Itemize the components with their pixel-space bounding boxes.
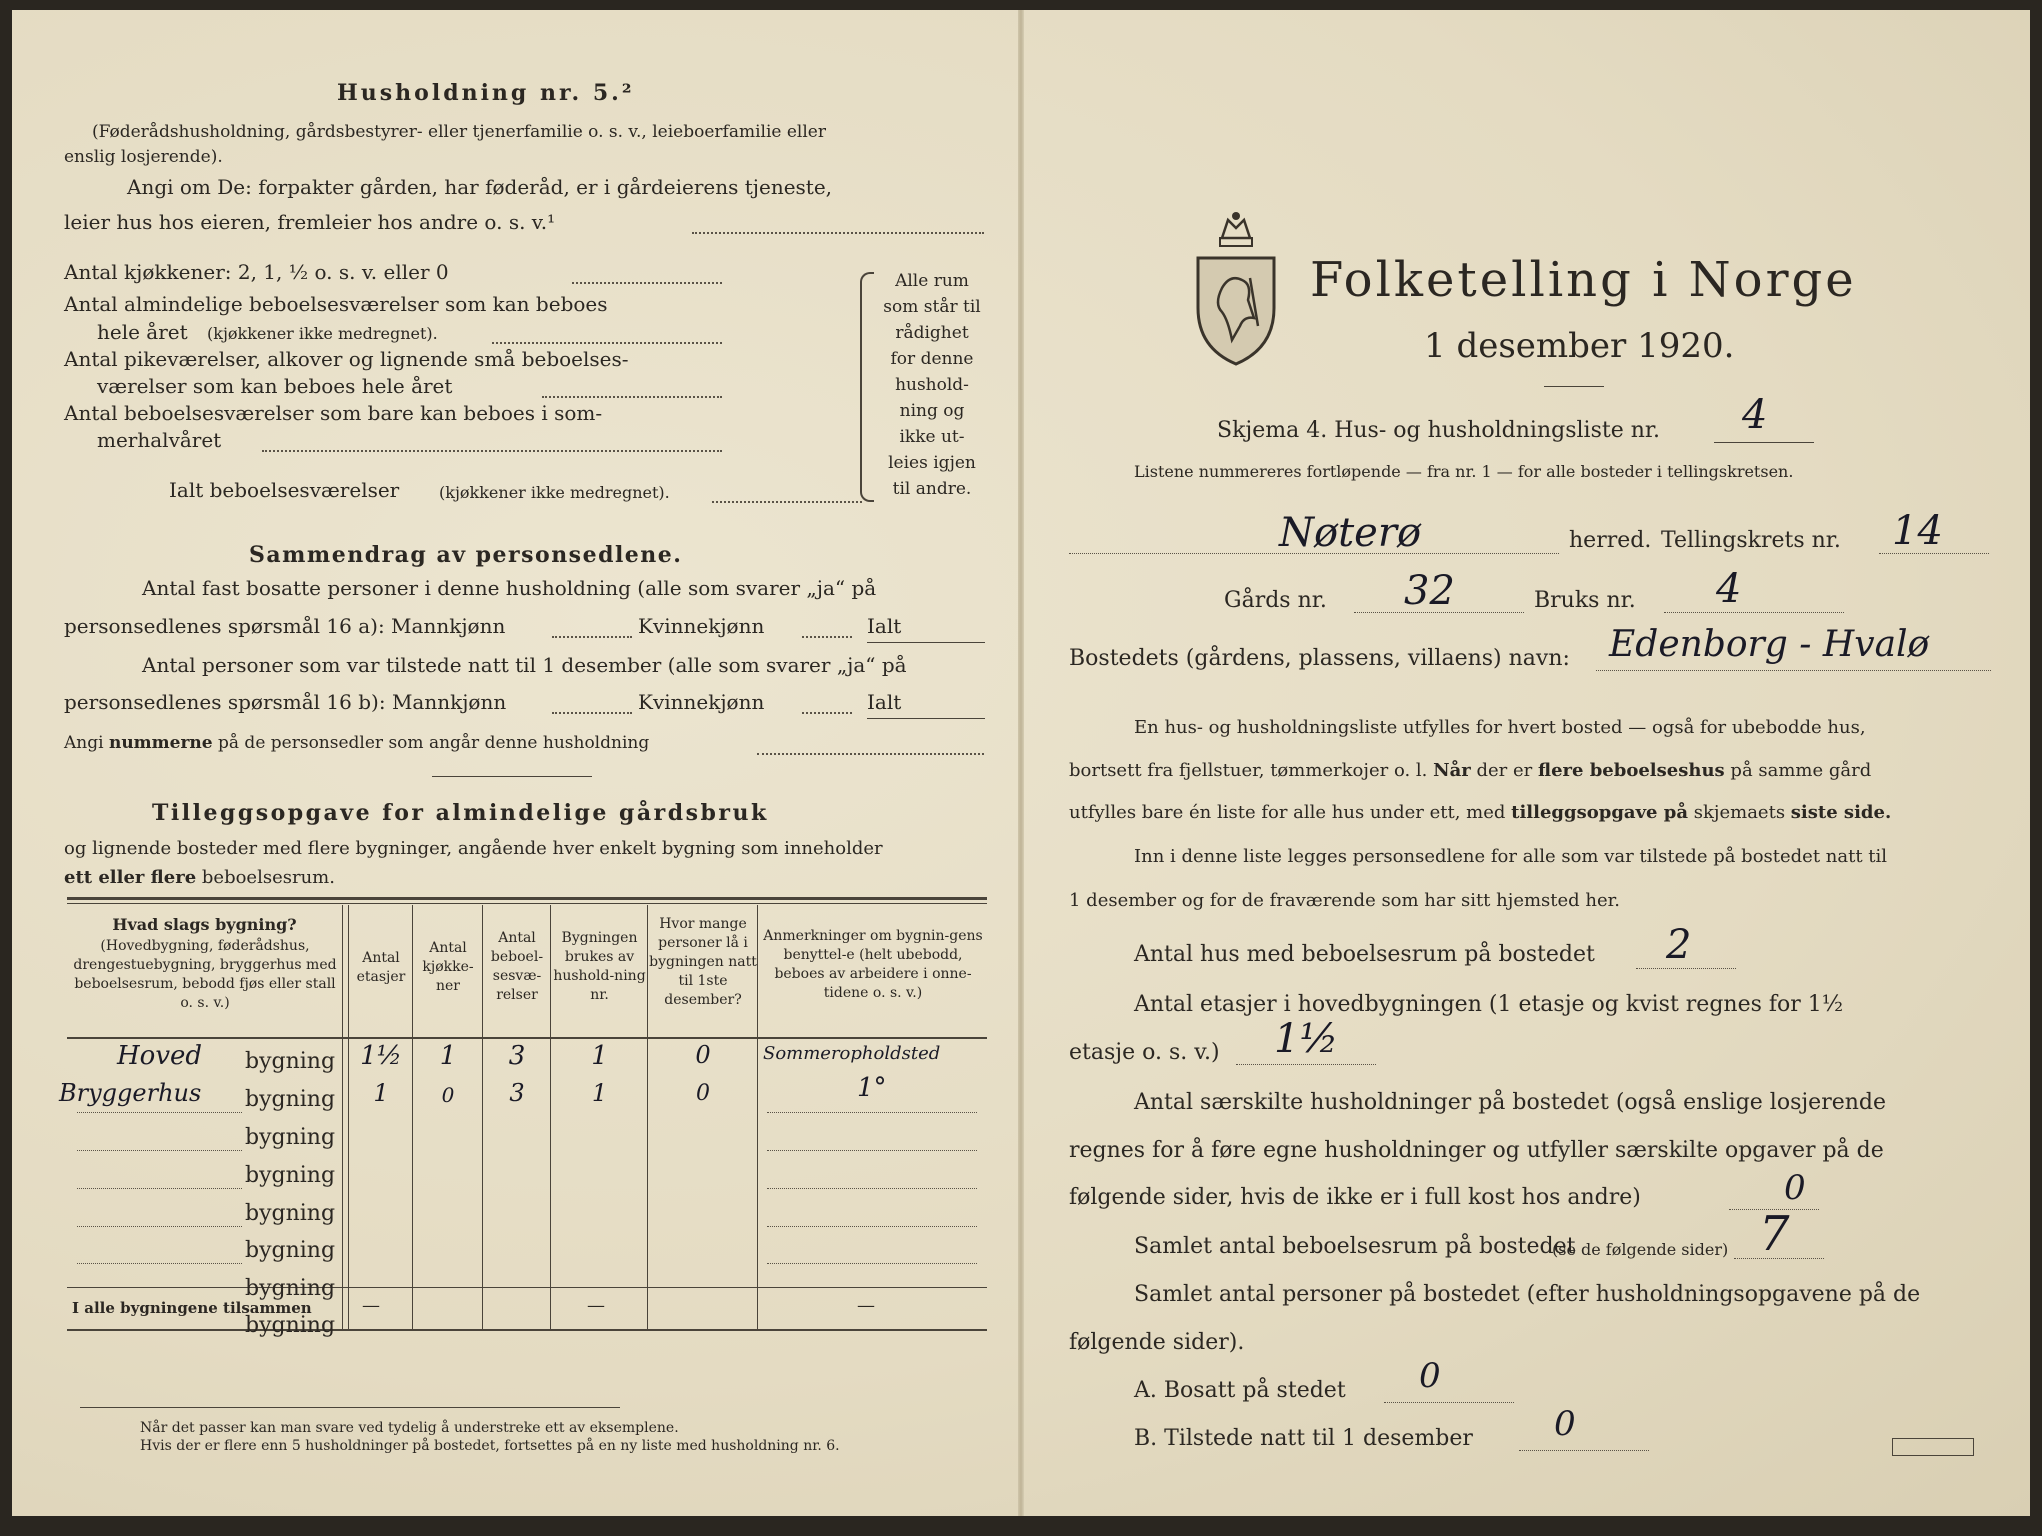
ialt-label: Ialt beboelsesværelser [169, 478, 400, 502]
row-1-name: Hoved [117, 1041, 203, 1071]
herred-label: herred. [1569, 528, 1652, 553]
gards-value: 32 [1404, 568, 1455, 614]
etasjer-line-2: etasje o. s. v.) [1069, 1040, 1220, 1065]
row-2-kjokkener: 0 [441, 1083, 455, 1107]
header-husholdning: Bygningen brukes av hushold-ning nr. [553, 930, 646, 1003]
household-subtitle-1: (Føderådshusholdning, gårdsbestyrer- eller tjenerfamilie o. s. v., leieboerfamilie eller [92, 122, 826, 142]
rum-value: 7 [1759, 1206, 1790, 1262]
summary-line-4b: Kvinnekjønn [638, 690, 765, 714]
bosted-label: Bostedets (gårdens, plassens, villaens) navn: [1069, 646, 1570, 671]
row-2-personer: 0 [696, 1081, 710, 1106]
rooms-1b: hele året [97, 320, 188, 344]
etasjer-line-1: Antal etasjer i hovedbygningen (1 etasje og kvist regnes for 1½ [1134, 992, 1844, 1017]
personer-line-2: følgende sider). [1069, 1330, 1245, 1355]
tilstede-value: 0 [1554, 1404, 1576, 1444]
rooms-3a: Antal beboelsesværelser som bare kan beboes i som- [64, 401, 603, 425]
info-2-line-1: Inn i denne liste legges personsedlene for alle som var tilstede på bostedet natt til [1134, 846, 1888, 867]
rooms-2b: værelser som kan beboes hele året [97, 374, 453, 398]
total-dash-anm: — [857, 1295, 875, 1316]
row-1-anm: Sommeropholdsted [763, 1043, 941, 1064]
listene-note: Listene nummereres fortløpende — fra nr. 1 — for alle bosteder i tellingskretsen. [1134, 462, 1794, 481]
summary-line-2a: personsedlenes spørsmål 16 a): Mannkjønn [64, 614, 506, 638]
header-personer: Hvor mange personer lå i bygningen natt til 1ste desember? [649, 916, 757, 1008]
summary-line-2b: Kvinnekjønn [638, 614, 765, 638]
row-2-husholdning: 1 [591, 1079, 608, 1107]
sarskilte-line-3: følgende sider, hvis de ikke er i full kost hos andre) [1069, 1185, 1641, 1210]
summary-title: Sammendrag av personsedlene. [249, 542, 683, 568]
row-1-etasjer: 1½ [360, 1041, 402, 1071]
kjokkener-label: Antal kjøkkener: 2, 1, ½ o. s. v. eller 0 [64, 260, 449, 284]
total-dash-husholdning: — [587, 1295, 605, 1316]
skjema-value: 4 [1742, 392, 1768, 438]
footnote-1: Når det passer kan man svare ved tydelig å understreke ett av eksemplene. [140, 1420, 679, 1436]
summary-line-5: Angi nummerne på de personsedler som angår denne husholdning [64, 733, 650, 753]
rooms-3b: merhalvåret [97, 428, 222, 452]
row-5-suffix: bygning [245, 1201, 336, 1226]
bruks-value: 4 [1716, 566, 1742, 612]
hus-label: Antal hus med beboelsesrum på bostedet [1134, 942, 1595, 967]
sarskilte-line-2: regnes for å føre egne husholdninger og utfyller særskilte opgaver på de [1069, 1138, 1884, 1163]
ialt-note: (kjøkkener ikke medregnet). [439, 483, 670, 502]
printer-stamp [1892, 1438, 1974, 1456]
household-title: Husholdning nr. 5.² [337, 80, 635, 106]
angi-line-2: leier hus hos eieren, fremleier hos andre o. s. v.¹ [64, 210, 556, 234]
bruks-label: Bruks nr. [1534, 588, 1636, 613]
hus-value: 2 [1666, 922, 1692, 968]
bosatt-label: A. Bosatt på stedet [1134, 1378, 1346, 1403]
bosatt-value: 0 [1419, 1356, 1441, 1396]
row-1-personer: 0 [695, 1041, 711, 1069]
row-1-suffix: bygning [245, 1049, 336, 1074]
rum-label: Samlet antal beboelsesrum på bostedet [1134, 1234, 1576, 1259]
angi-line-1: Angi om De: forpakter gården, har føderåd, er i gårdeierens tjeneste, [127, 175, 833, 199]
row-2-etasjer: 1 [373, 1079, 389, 1107]
tillegg-line-1: og lignende bosteder med flere bygninger, angående hver enkelt bygning som inneholder [64, 838, 883, 859]
row-7-suffix: bygning [245, 1276, 336, 1301]
footnote-2: Hvis der er flere enn 5 husholdninger på bostedet, fortsettes på en ny liste med husholdning nr. 6. [140, 1438, 840, 1454]
row-2-vaerelser: 3 [509, 1079, 525, 1107]
rooms-1a: Antal almindelige beboelsesværelser som kan beboes [64, 292, 608, 316]
summary-line-1: Antal fast bosatte personer i denne husholdning (alle som svarer „ja“ på [142, 576, 877, 600]
info-1-line-2: bortsett fra fjellstuer, tømmerkojer o. l. Når der er flere beboelseshus på samme gård [1069, 760, 1872, 781]
brace-note: Alle rum som står til rådighet for denne hushold- ning og ikke ut- leies igjen til andre. [883, 271, 981, 499]
row-2-suffix: bygning [245, 1087, 336, 1112]
info-2-line-2: 1 desember og for de fraværende som har sitt hjemsted her. [1069, 890, 1620, 911]
summary-line-2c: Ialt [867, 614, 902, 638]
herred-value: Nøterø [1279, 510, 1422, 556]
census-form-sheet [12, 10, 2030, 1516]
form-date: 1 desember 1920. [1424, 326, 1735, 366]
krets-value: 14 [1892, 508, 1943, 554]
summary-line-4c: Ialt [867, 690, 902, 714]
form-title: Folketelling i Norge [1310, 252, 1857, 308]
info-1-line-3: utfylles bare én liste for alle hus under ett, med tilleggsopgave på skjemaets siste side. [1069, 802, 1892, 823]
etasjer-value: 1½ [1274, 1016, 1339, 1062]
summary-line-3: Antal personer som var tilstede natt til 1 desember (alle som svarer „ja“ på [142, 653, 907, 677]
header-etasjer: Antal etasjer [356, 950, 406, 985]
row-2-name: Bryggerhus [59, 1079, 202, 1107]
norway-coat-of-arms-icon [1192, 208, 1280, 368]
row-2-anm: 1° [857, 1073, 887, 1103]
row-1-husholdning: 1 [591, 1041, 608, 1071]
rooms-2a: Antal pikeværelser, alkover og lignende små beboelses- [64, 347, 629, 371]
total-dash-etasjer: — [362, 1295, 380, 1316]
row-8-suffix: bygning [245, 1313, 336, 1338]
tillegg-line-2: ett eller flere beboelsesrum. [64, 867, 335, 888]
right-page [1024, 10, 2030, 1516]
rooms-1b-note: (kjøkkener ikke medregnet). [207, 324, 438, 343]
personer-line-1: Samlet antal personer på bostedet (efter husholdningsopgavene på de [1134, 1282, 1921, 1307]
skjema-label: Skjema 4. Hus- og husholdningsliste nr. [1217, 418, 1660, 443]
tillegg-title: Tilleggsopgave for almindelige gårdsbruk [152, 800, 769, 826]
row-1-kjokkener: 1 [439, 1041, 457, 1071]
header-vaerelser: Antal beboel-sesvæ-relser [490, 930, 544, 1003]
header-building-type: Hvad slags bygning? [112, 915, 297, 934]
header-building-note: (Hovedbygning, føderådshus, drengestuebygning, bryggerhus med beboelsesrum, bebodd fjøs eller stall o. s. v.) [73, 938, 337, 1011]
gards-label: Gårds nr. [1224, 588, 1327, 613]
krets-label: Tellingskrets nr. [1661, 528, 1841, 553]
sarskilte-line-1: Antal særskilte husholdninger på bostedet (også enslige losjerende [1134, 1090, 1887, 1115]
brace-bracket [860, 272, 874, 502]
total-label: I alle bygningene tilsammen [72, 1299, 312, 1317]
left-page [12, 10, 1018, 1516]
row-3-suffix: bygning [245, 1125, 336, 1150]
household-subtitle-2: enslig losjerende). [64, 147, 223, 167]
row-4-suffix: bygning [245, 1163, 336, 1188]
row-1-vaerelser: 3 [508, 1041, 526, 1071]
sarskilte-value: 0 [1784, 1168, 1806, 1208]
info-1-line-1: En hus- og husholdningsliste utfylles for hvert bosted — også for ubebodde hus, [1134, 717, 1866, 738]
header-anmerkninger: Anmerkninger om bygnin-gens benyttel-e (helt ubebodd, beboes av arbeidere i onne-tidene o. s. v.) [763, 928, 983, 1001]
row-6-suffix: bygning [245, 1238, 336, 1263]
rum-note: (se de følgende sider) [1552, 1240, 1729, 1259]
tilstede-label: B. Tilstede natt til 1 desember [1134, 1426, 1473, 1451]
summary-line-4a: personsedlenes spørsmål 16 b): Mannkjønn [64, 690, 507, 714]
bosted-value: Edenborg - Hvalø [1609, 624, 1930, 665]
header-kjokkener: Antal kjøkke-ner [422, 940, 474, 994]
